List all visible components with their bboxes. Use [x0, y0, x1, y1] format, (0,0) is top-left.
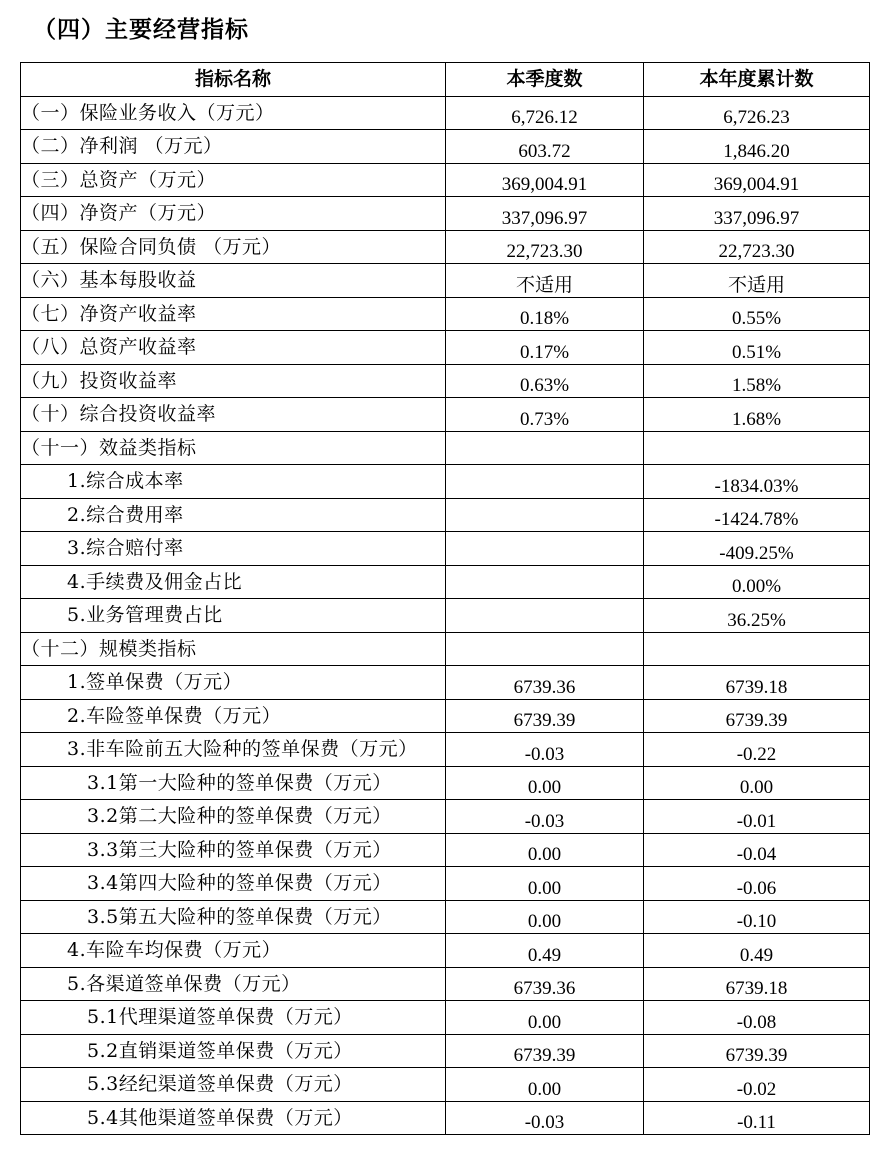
indicator-name-cell: 2.综合费用率: [21, 498, 446, 532]
ytd-value-cell: -1424.78%: [644, 498, 870, 532]
table-row: [21, 565, 870, 599]
ytd-value-cell: -0.08: [644, 1001, 870, 1035]
indicator-name-cell: 3.3第三大险种的签单保费（万元）: [21, 833, 446, 867]
indicator-name-cell: （一）保险业务收入（万元）: [21, 96, 446, 130]
quarter-value-cell: 0.00: [446, 833, 644, 867]
ytd-value-cell: [644, 431, 870, 465]
indicator-name-cell: 3.2第二大险种的签单保费（万元）: [21, 800, 446, 834]
ytd-value-cell: 22,723.30: [644, 230, 870, 264]
quarter-value-cell: -0.03: [446, 1101, 644, 1135]
table-row: [21, 331, 870, 365]
quarter-value-cell: 0.00: [446, 1001, 644, 1035]
indicator-name-cell: 5.各渠道签单保费（万元）: [21, 967, 446, 1001]
table-row: [21, 733, 870, 767]
table-row: [21, 666, 870, 700]
indicator-name-cell: （八）总资产收益率: [21, 331, 446, 365]
table-row: [21, 197, 870, 231]
ytd-value-cell: [644, 632, 870, 666]
indicator-name-cell: 5.3经纪渠道签单保费（万元）: [21, 1068, 446, 1102]
table-row: [21, 532, 870, 566]
table-row: [21, 364, 870, 398]
table-row: [21, 867, 870, 901]
quarter-value-cell: 6739.39: [446, 699, 644, 733]
indicator-name-cell: 2.车险签单保费（万元）: [21, 699, 446, 733]
table-row: [21, 900, 870, 934]
indicator-name-cell: （九）投资收益率: [21, 364, 446, 398]
header-quarter: 本季度数: [446, 63, 644, 97]
quarter-value-cell: 0.00: [446, 900, 644, 934]
quarter-value-cell: [446, 431, 644, 465]
quarter-value-cell: [446, 632, 644, 666]
table-row: [21, 96, 870, 130]
table-row: [21, 967, 870, 1001]
ytd-value-cell: 1,846.20: [644, 130, 870, 164]
ytd-value-cell: 36.25%: [644, 599, 870, 633]
header-year-to-date: 本年度累计数: [644, 63, 870, 97]
table-row: [21, 465, 870, 499]
quarter-value-cell: [446, 599, 644, 633]
indicator-name-cell: 5.业务管理费占比: [21, 599, 446, 633]
ytd-value-cell: 0.51%: [644, 331, 870, 365]
indicator-name-cell: 3.5第五大险种的签单保费（万元）: [21, 900, 446, 934]
indicator-name-cell: 3.综合赔付率: [21, 532, 446, 566]
table-row: [21, 1101, 870, 1135]
table-row: [21, 699, 870, 733]
quarter-value-cell: 6739.39: [446, 1034, 644, 1068]
quarter-value-cell: [446, 532, 644, 566]
quarter-value-cell: 0.63%: [446, 364, 644, 398]
ytd-value-cell: -0.06: [644, 867, 870, 901]
header-indicator-name: 指标名称: [21, 63, 446, 97]
ytd-value-cell: 不适用: [644, 264, 870, 298]
ytd-value-cell: 6,726.23: [644, 96, 870, 130]
table-row: [21, 1068, 870, 1102]
ytd-value-cell: 6739.18: [644, 666, 870, 700]
ytd-value-cell: -0.01: [644, 800, 870, 834]
indicator-name-cell: 3.非车险前五大险种的签单保费（万元）: [21, 733, 446, 767]
quarter-value-cell: 22,723.30: [446, 230, 644, 264]
indicator-name-cell: （七）净资产收益率: [21, 297, 446, 331]
ytd-value-cell: 6739.39: [644, 699, 870, 733]
quarter-value-cell: -0.03: [446, 800, 644, 834]
quarter-value-cell: 6,726.12: [446, 96, 644, 130]
table-row: [21, 498, 870, 532]
quarter-value-cell: 369,004.91: [446, 163, 644, 197]
indicator-name-cell: 4.手续费及佣金占比: [21, 565, 446, 599]
indicator-name-cell: （四）净资产（万元）: [21, 197, 446, 231]
quarter-value-cell: -0.03: [446, 733, 644, 767]
table-row: [21, 934, 870, 968]
ytd-value-cell: -0.04: [644, 833, 870, 867]
indicator-name-cell: 5.1代理渠道签单保费（万元）: [21, 1001, 446, 1035]
metrics-table: [20, 62, 870, 1135]
ytd-value-cell: 337,096.97: [644, 197, 870, 231]
table-row: [21, 1001, 870, 1035]
quarter-value-cell: 6739.36: [446, 666, 644, 700]
quarter-value-cell: 0.00: [446, 867, 644, 901]
indicator-name-cell: （十）综合投资收益率: [21, 398, 446, 432]
ytd-value-cell: -409.25%: [644, 532, 870, 566]
quarter-value-cell: 0.17%: [446, 331, 644, 365]
ytd-value-cell: 1.58%: [644, 364, 870, 398]
indicator-name-cell: 3.1第一大险种的签单保费（万元）: [21, 766, 446, 800]
ytd-value-cell: 6739.39: [644, 1034, 870, 1068]
ytd-value-cell: 6739.18: [644, 967, 870, 1001]
table-row: [21, 264, 870, 298]
quarter-value-cell: [446, 498, 644, 532]
quarter-value-cell: [446, 565, 644, 599]
ytd-value-cell: 0.00: [644, 766, 870, 800]
quarter-value-cell: 0.49: [446, 934, 644, 968]
table-row: [21, 297, 870, 331]
indicator-name-cell: 1.综合成本率: [21, 465, 446, 499]
indicator-name-cell: （十二）规模类指标: [21, 632, 446, 666]
indicator-name-cell: （六）基本每股收益: [21, 264, 446, 298]
section-title: （四）主要经营指标: [33, 17, 249, 43]
quarter-value-cell: 6739.36: [446, 967, 644, 1001]
table-row: [21, 1034, 870, 1068]
indicator-name-cell: 4.车险车均保费（万元）: [21, 934, 446, 968]
ytd-value-cell: -0.02: [644, 1068, 870, 1102]
quarter-value-cell: 0.00: [446, 766, 644, 800]
quarter-value-cell: 不适用: [446, 264, 644, 298]
table-row: [21, 766, 870, 800]
table-row: [21, 833, 870, 867]
quarter-value-cell: [446, 465, 644, 499]
metrics-body: [21, 96, 870, 1135]
ytd-value-cell: -0.22: [644, 733, 870, 767]
ytd-value-cell: 1.68%: [644, 398, 870, 432]
indicator-name-cell: 1.签单保费（万元）: [21, 666, 446, 700]
indicator-name-cell: （二）净利润 （万元）: [21, 130, 446, 164]
table-row: [21, 230, 870, 264]
table-row: [21, 632, 870, 666]
indicator-name-cell: （五）保险合同负债 （万元）: [21, 230, 446, 264]
ytd-value-cell: -0.11: [644, 1101, 870, 1135]
quarter-value-cell: 0.18%: [446, 297, 644, 331]
table-row: [21, 431, 870, 465]
ytd-value-cell: 369,004.91: [644, 163, 870, 197]
table-row: [21, 599, 870, 633]
table-row: [21, 130, 870, 164]
indicator-name-cell: 3.4第四大险种的签单保费（万元）: [21, 867, 446, 901]
indicator-name-cell: 5.2直销渠道签单保费（万元）: [21, 1034, 446, 1068]
table-row: [21, 800, 870, 834]
ytd-value-cell: 0.00%: [644, 565, 870, 599]
table-row: [21, 163, 870, 197]
indicator-name-cell: （三）总资产（万元）: [21, 163, 446, 197]
quarter-value-cell: 0.73%: [446, 398, 644, 432]
table-header-row: [21, 63, 870, 97]
indicator-name-cell: （十一）效益类指标: [21, 431, 446, 465]
quarter-value-cell: 603.72: [446, 130, 644, 164]
quarter-value-cell: 337,096.97: [446, 197, 644, 231]
indicator-name-cell: 5.4其他渠道签单保费（万元）: [21, 1101, 446, 1135]
ytd-value-cell: -1834.03%: [644, 465, 870, 499]
quarter-value-cell: 0.00: [446, 1068, 644, 1102]
ytd-value-cell: -0.10: [644, 900, 870, 934]
ytd-value-cell: 0.49: [644, 934, 870, 968]
ytd-value-cell: 0.55%: [644, 297, 870, 331]
table-row: [21, 398, 870, 432]
